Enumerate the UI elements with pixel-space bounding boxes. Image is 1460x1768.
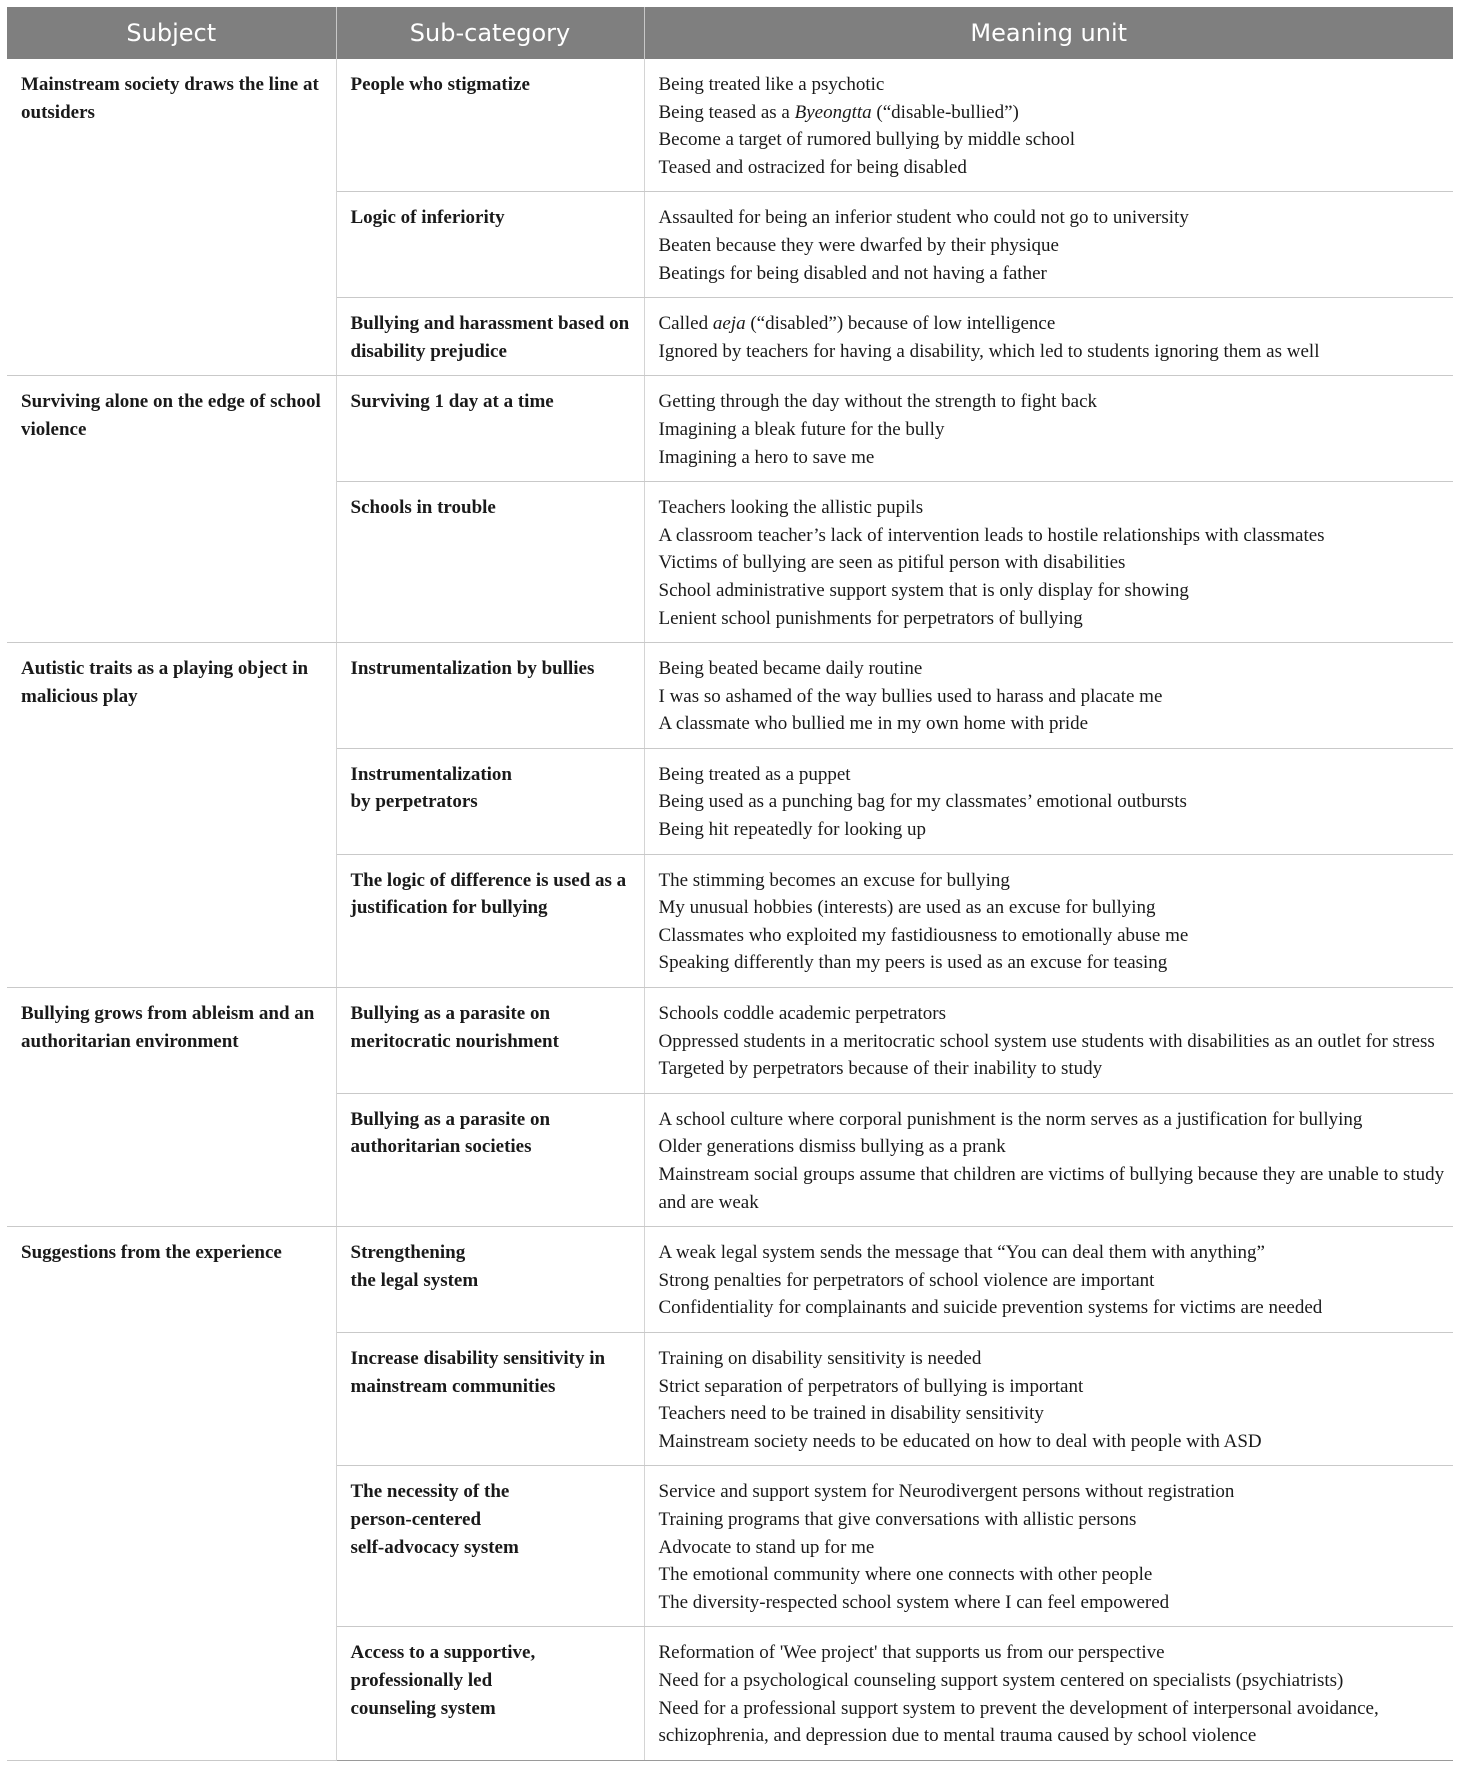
subcategory-line: person-centered — [350, 1508, 482, 1530]
meaning-unit: Strict separation of perpetrators of bullying is important — [658, 1375, 1084, 1397]
meaning-unit-cell — [644, 482, 1453, 643]
meaning-unit-cell — [644, 1466, 1453, 1627]
meaning-unit: Teachers need to be trained in disability sensitivity — [658, 1403, 1044, 1425]
meaning-unit: The diversity-respected school system where I can feel empowered — [658, 1591, 1170, 1613]
meaning-unit-cell — [644, 643, 1453, 749]
meaning-unit: Beaten because they were dwarfed by their physique — [658, 234, 1059, 256]
meaning-unit: Schools coddle academic perpetrators — [658, 1003, 947, 1025]
meaning-unit-cell — [644, 748, 1453, 854]
meaning-unit: Reformation of 'Wee project' that supports us from our perspective — [658, 1642, 1165, 1664]
meaning-unit: Targeted by perpetrators because of their inability to study — [658, 1058, 1103, 1080]
meaning-unit: School administrative support system that is only display for showing — [658, 579, 1189, 601]
meaning-unit: A classroom teacher’s lack of intervention leads to hostile relationships with classmates — [658, 524, 1325, 546]
subcategory-line: by perpetrators — [350, 791, 478, 813]
meaning-unit: Service and support system for Neurodivergent persons without registration — [658, 1481, 1235, 1503]
meaning-unit-cell — [644, 854, 1453, 987]
meaning-unit: Being used as a punching bag for my classmates’ emotional outbursts — [658, 791, 1187, 813]
meaning-unit: A classmate who bullied me in my own home with pride — [658, 713, 1089, 735]
meaning-term: Byeongtta — [794, 101, 872, 123]
meaning-unit: A weak legal system sends the message that “You can deal them with anything” — [658, 1242, 1265, 1264]
table-row — [7, 1227, 1453, 1333]
meaning-unit-cell — [644, 1093, 1453, 1226]
meaning-unit: Training on disability sensitivity is needed — [658, 1347, 982, 1369]
table-row — [7, 988, 1453, 1094]
table-row — [7, 376, 1453, 482]
subcategory-line: Access to a supportive, — [350, 1642, 536, 1664]
meaning-unit: Getting through the day without the strength to fight back — [658, 391, 1098, 413]
table-body — [7, 59, 1453, 1760]
meaning-unit: Being beated became daily routine — [658, 658, 923, 680]
meaning-unit: Speaking differently than my peers is used as an excuse for teasing — [658, 952, 1168, 974]
meaning-unit: Mainstream society needs to be educated on how to deal with people with ASD — [658, 1430, 1262, 1452]
header-subcategory: Sub-category — [336, 7, 644, 59]
meaning-unit: Lenient school punishments for perpetrators of bullying — [658, 607, 1083, 629]
meaning-unit-cell — [644, 192, 1453, 298]
meaning-unit: Assaulted for being an inferior student who could not go to university — [658, 207, 1189, 229]
meaning-text: (“disabled”) because of low intelligence — [745, 313, 1056, 335]
subcategory-cell: Surviving 1 day at a time — [336, 376, 644, 482]
meaning-unit: Teachers looking the allistic pupils — [658, 497, 924, 519]
subcategory-line: self-advocacy system — [350, 1536, 519, 1558]
meaning-unit — [659, 310, 1446, 338]
subcategory-cell: Schools in trouble — [336, 482, 644, 643]
meaning-unit: Become a target of rumored bullying by middle school — [658, 129, 1075, 151]
meaning-unit: My unusual hobbies (interests) are used as an excuse for bullying — [658, 897, 1156, 919]
subcategory-cell: Logic of inferiority — [336, 192, 644, 298]
meaning-unit: Older generations dismiss bullying as a prank — [658, 1136, 1006, 1158]
meaning-unit: Confidentiality for complainants and suicide prevention systems for victims are needed — [658, 1297, 1323, 1319]
meaning-unit-cell — [644, 1627, 1453, 1760]
subcategory-cell — [336, 1227, 644, 1333]
meaning-text: Called — [658, 313, 713, 335]
meaning-unit-cell — [644, 1227, 1453, 1333]
header-meaning-unit: Meaning unit — [644, 7, 1453, 59]
meaning-unit: Imagining a bleak future for the bully — [658, 418, 945, 440]
subject-cell: Suggestions from the experience — [7, 1227, 336, 1761]
meaning-unit: Need for a psychological counseling support system centered on specialists (psychiatrists) — [658, 1669, 1344, 1691]
meaning-unit: Training programs that give conversations with allistic persons — [658, 1508, 1137, 1530]
subcategory-line: Strengthening — [350, 1242, 466, 1264]
meaning-unit: Teased and ostracized for being disabled — [658, 156, 967, 178]
meaning-unit: Oppressed students in a meritocratic school system use students with disabilities as an outlet for stress — [658, 1030, 1435, 1052]
subject-cell: Mainstream society draws the line at outsiders — [7, 59, 336, 376]
meaning-unit: I was so ashamed of the way bullies used to harass and placate me — [658, 685, 1163, 707]
subcategory-line: counseling system — [350, 1697, 496, 1719]
meaning-unit-cell — [644, 298, 1453, 376]
table-row — [7, 643, 1453, 749]
subcategory-line: the legal system — [350, 1269, 479, 1291]
meaning-unit: Ignored by teachers for having a disability, which led to students ignoring them as well — [658, 340, 1320, 362]
subcategory-cell: Bullying as a parasite on meritocratic nourishment — [336, 988, 644, 1094]
subcategory-line: professionally led — [350, 1669, 493, 1691]
meaning-unit: Need for a professional support system to prevent the development of interpersonal avoidance, schizophrenia, and depression due to mental trauma caused by school violence — [658, 1697, 1379, 1747]
meaning-unit: The emotional community where one connects with other people — [658, 1564, 1153, 1586]
meaning-unit: A school culture where corporal punishment is the norm serves as a justification for bullying — [658, 1108, 1363, 1130]
subcategory-cell: People who stigmatize — [336, 59, 644, 192]
meaning-unit: Classmates who exploited my fastidiousness to emotionally abuse me — [658, 924, 1189, 946]
subcategory-cell: Bullying and harassment based on disability prejudice — [336, 298, 644, 376]
meaning-unit: Being treated as a puppet — [658, 763, 851, 785]
meaning-unit: The stimming becomes an excuse for bullying — [658, 869, 1010, 891]
meaning-unit: Being hit repeatedly for looking up — [658, 819, 927, 841]
subcategory-cell: Instrumentalization by bullies — [336, 643, 644, 749]
meaning-unit: Strong penalties for perpetrators of school violence are important — [658, 1269, 1155, 1291]
meaning-unit-cell — [644, 376, 1453, 482]
subcategory-cell — [336, 748, 644, 854]
meaning-unit: Beatings for being disabled and not having a father — [658, 262, 1047, 284]
meaning-text: Being teased as a — [658, 101, 795, 123]
subcategory-cell: Increase disability sensitivity in mainstream communities — [336, 1332, 644, 1465]
meaning-unit-cell — [644, 988, 1453, 1094]
meaning-text: (“disable-bullied”) — [871, 101, 1019, 123]
meaning-unit: Advocate to stand up for me — [658, 1536, 875, 1558]
meaning-unit: Victims of bullying are seen as pitiful person with disabilities — [658, 552, 1126, 574]
meaning-unit-cell — [644, 1332, 1453, 1465]
meaning-term: aeja — [712, 313, 746, 335]
table-row — [7, 59, 1453, 192]
header-subject: Subject — [7, 7, 336, 59]
subcategory-cell: Bullying as a parasite on authoritarian societies — [336, 1093, 644, 1226]
subcategory-cell: The logic of difference is used as a justification for bullying — [336, 854, 644, 987]
subcategory-cell — [336, 1466, 644, 1627]
meaning-unit: Being treated like a psychotic — [658, 74, 885, 95]
subject-cell: Autistic traits as a playing object in malicious play — [7, 643, 336, 988]
thematic-analysis-table — [7, 7, 1453, 1761]
meaning-unit: Imagining a hero to save me — [658, 446, 875, 468]
subcategory-line: The necessity of the — [350, 1481, 510, 1503]
meaning-unit — [659, 99, 1446, 127]
subcategory-cell — [336, 1627, 644, 1760]
meaning-unit-cell — [644, 59, 1453, 192]
subject-cell: Surviving alone on the edge of school violence — [7, 376, 336, 643]
subject-cell: Bullying grows from ableism and an authoritarian environment — [7, 988, 336, 1227]
subcategory-line: Instrumentalization — [350, 763, 512, 785]
meaning-unit: Mainstream social groups assume that children are victims of bullying because they are unable to study and are weak — [658, 1164, 1445, 1213]
header-row — [7, 7, 1453, 59]
